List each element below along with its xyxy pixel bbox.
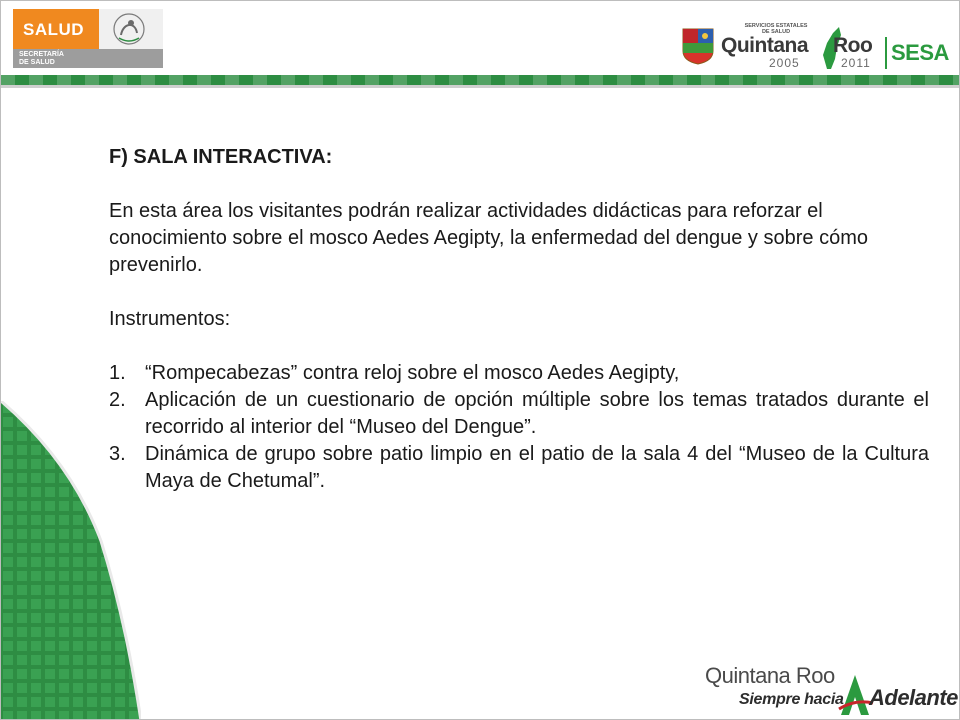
list-item-text: “Rompecabezas” contra reloj sobre el mosco Aedes Aegipty, (145, 362, 680, 384)
salud-logo (13, 9, 163, 68)
list-item (109, 360, 929, 387)
state-shield-icon (681, 27, 715, 65)
footer-line2: Siempre hacia (739, 691, 844, 708)
header-gray-band (1, 85, 959, 88)
list-item-number: 1. (109, 362, 126, 384)
instruments-list (109, 360, 929, 495)
qroo-year-end: 2011 (841, 56, 871, 70)
qroo-services-line1: SERVICIOS ESTATALES (744, 23, 808, 29)
footer-line1: Quintana Roo (705, 663, 835, 688)
instruments-heading: Instrumentos: (109, 308, 231, 330)
salud-logo-sub2: DE SALUD (19, 59, 55, 66)
header-green-band (1, 75, 959, 85)
qroo-year-start: 2005 (769, 56, 800, 70)
qroo-name-part1: Quintana (721, 34, 809, 57)
slide-content (109, 144, 929, 495)
list-item-text: Dinámica de grupo sobre patio limpio en el patio de la sala 4 del “Museo de la Cultura Maya de Chetumal”. (145, 443, 929, 492)
sesa-acronym: SESA (891, 40, 949, 65)
footer-line3: Adelante (869, 685, 958, 710)
salud-logo-sub1: SECRETARÍA (19, 51, 64, 58)
qroo-name-part2: Roo (833, 34, 873, 57)
section-title: F) SALA INTERACTIVA: (109, 146, 333, 168)
salud-logo-word: SALUD (23, 20, 85, 39)
list-item-number: 2. (109, 389, 126, 411)
list-item-text: Aplicación de un cuestionario de opción múltiple sobre los temas tratados durante el recorrido al interior del “Museo del Dengue”. (145, 389, 929, 438)
quintana-roo-sesa-logo (681, 23, 949, 73)
list-item-number: 3. (109, 443, 126, 465)
description-paragraph: En esta área los visitantes podrán realizar actividades didácticas para reforzar el conocimiento sobre el mosco Aedes Aegipty, la enfermedad del dengue y sobre cómo prevenirlo. (109, 200, 868, 276)
header (1, 1, 959, 81)
qroo-services-line2: DE SALUD (761, 29, 791, 35)
footer-logo (701, 661, 958, 719)
list-item (109, 441, 929, 495)
list-item (109, 387, 929, 441)
mexico-seal-icon (109, 11, 149, 47)
